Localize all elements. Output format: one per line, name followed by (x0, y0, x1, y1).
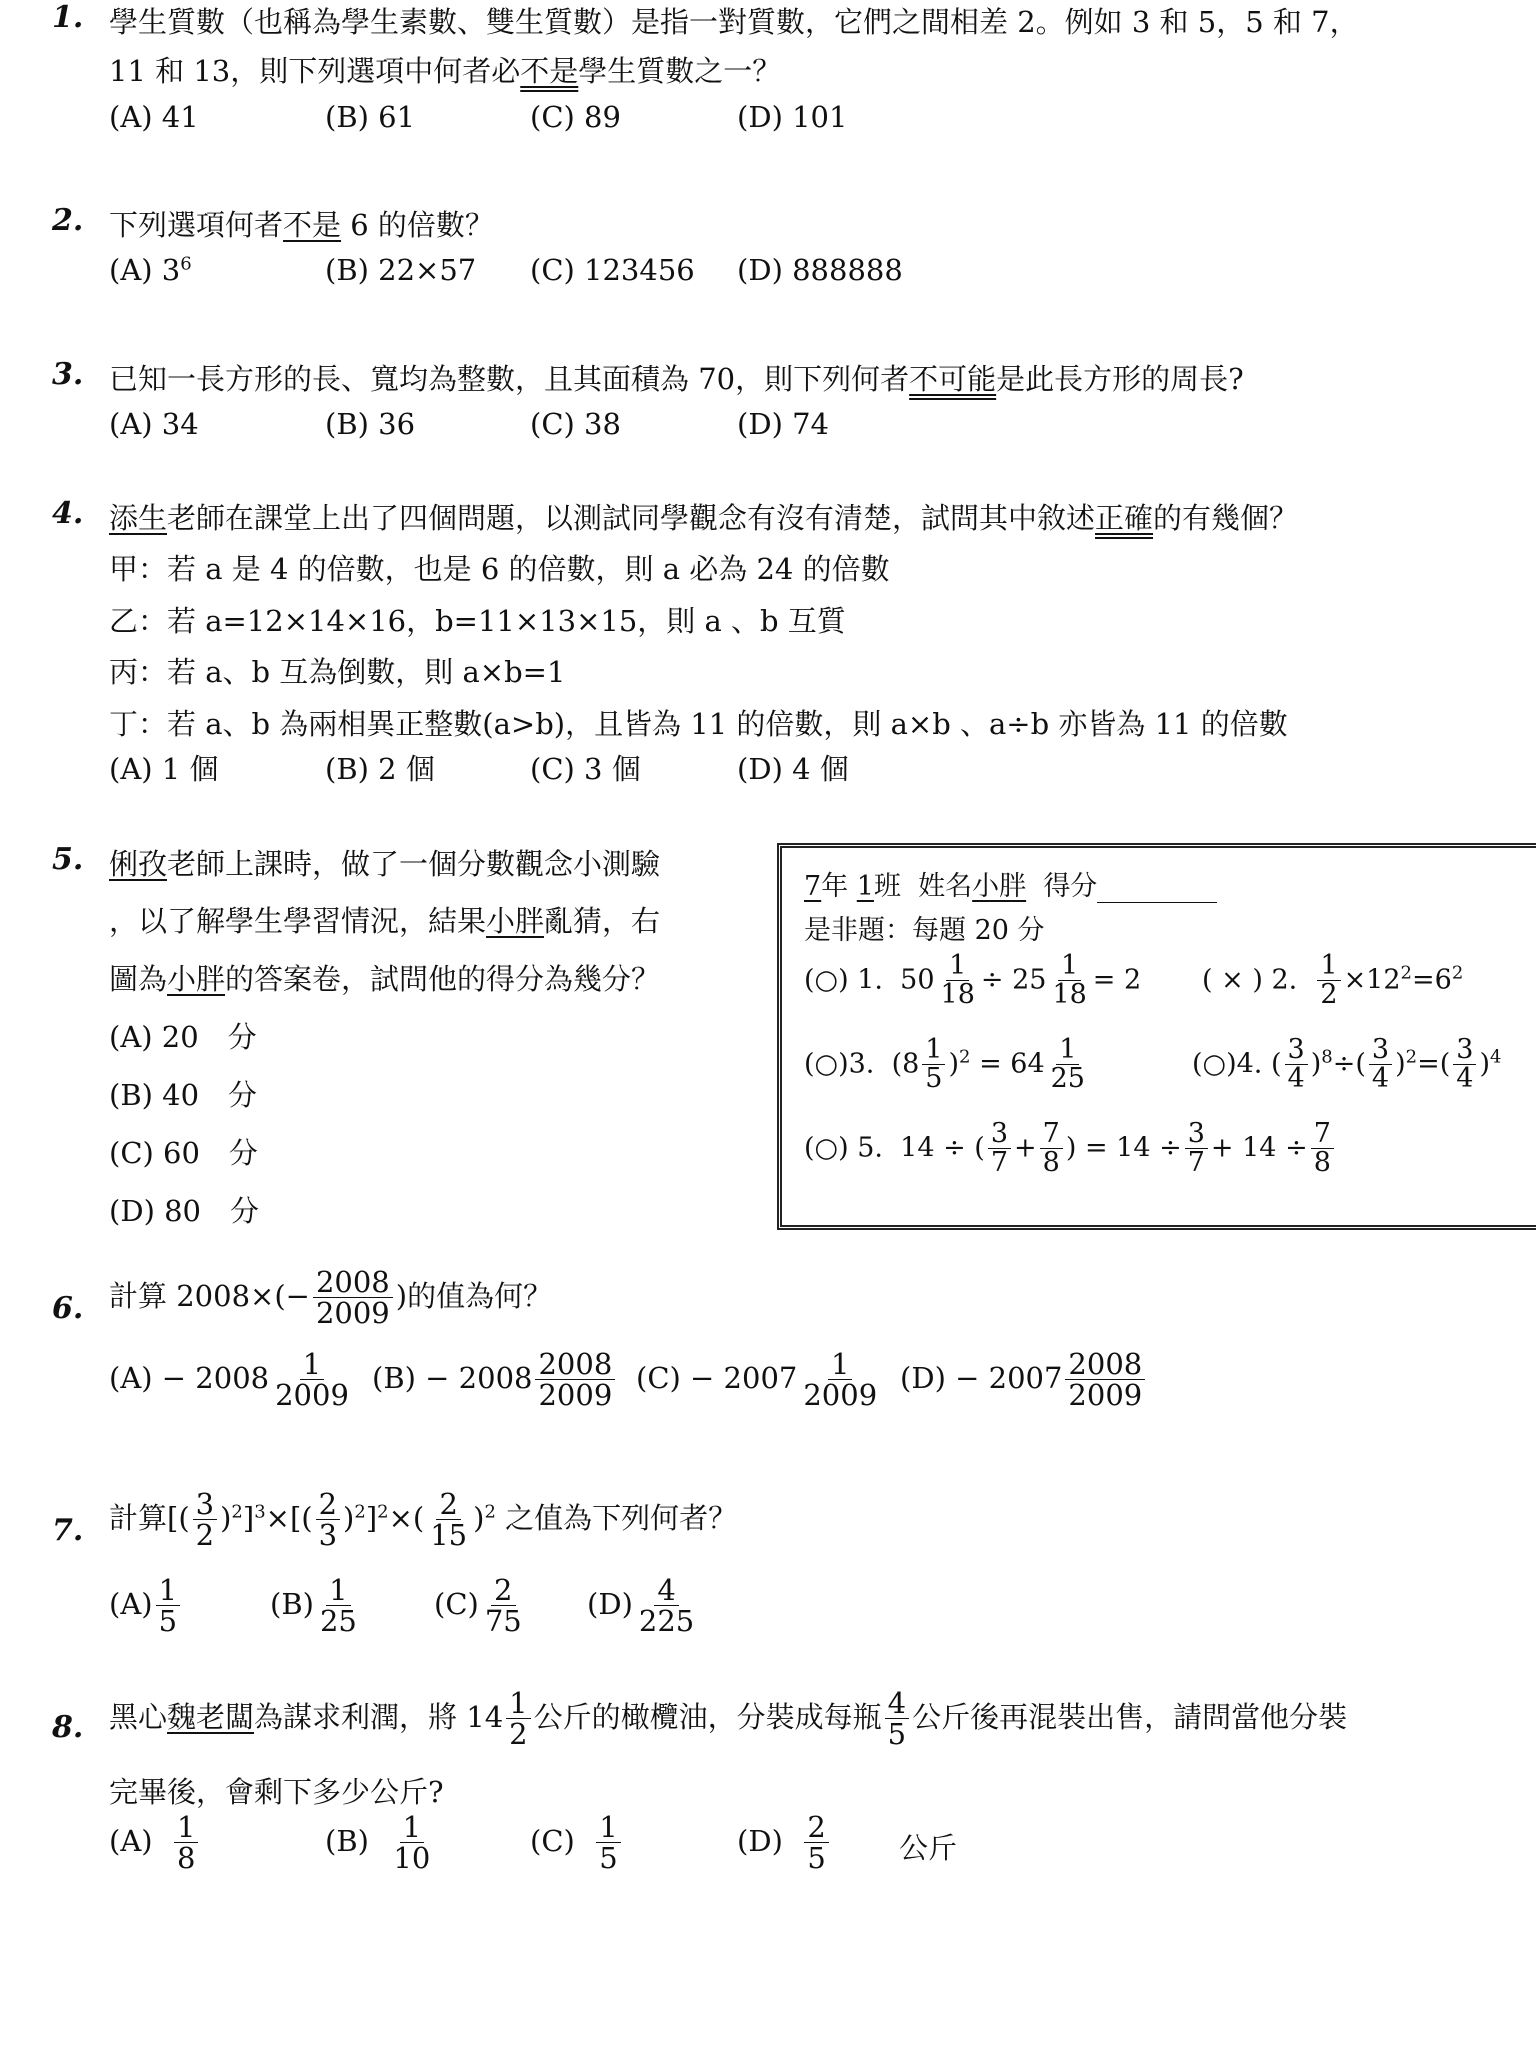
option-b: (B) 61 (325, 100, 416, 134)
option-d: (D) 80 分 (109, 1194, 259, 1228)
option-c: (C) 60 分 (109, 1136, 258, 1170)
option-c: (C) 3 個 (530, 752, 641, 786)
option-d: (D) 101 (737, 100, 848, 134)
option-c: (C) − 2007 $\frac{1}{2009}$ (636, 1347, 878, 1413)
question-number: 2. (52, 203, 84, 238)
question-number: 7. (52, 1513, 84, 1548)
option-b: (B) 2 個 (325, 752, 435, 786)
option-d: (D) 74 (737, 407, 829, 441)
question-text: 添生老師在課堂上出了四個問題，以測試同學觀念有沒有清楚，試問其中敘述正確的有幾個？ (109, 501, 1299, 535)
option-a: (A) 1 個 (109, 752, 219, 786)
question-text: 計算[( $\frac{3}{2}$ )$^2$]$^3$×[( $\frac{2}{3}$ )$^2$]$^2$×( $\frac{2}{15}$ )$^2$ 之值為下列何者？ (109, 1487, 738, 1553)
question-number: 5. (52, 842, 84, 877)
answer-sheet (777, 843, 1536, 1230)
option-b: (B) 36 (325, 407, 416, 441)
option-a: (A) $\frac{1}{5}$ (109, 1575, 183, 1637)
option-b: (B) $\frac{1}{10}$ (325, 1810, 431, 1876)
option-a: (A) 34 (109, 407, 199, 441)
score-blank (1097, 874, 1217, 903)
sheet-item-4: (○)4. ( $\frac{3}{4}$ )$^8$÷( $\frac{3}{4}$ )$^2$=( $\frac{3}{4}$ )$^4$ (1192, 1034, 1502, 1095)
option-a: (A) 41 (109, 100, 199, 134)
question-text: ，以了解學生學習情況，結果小胖亂猜，右 (109, 904, 661, 938)
question-text: 圖為小胖的答案卷，試問他的得分為幾分？ (109, 962, 661, 996)
question-number: 3. (52, 357, 84, 392)
question-number: 4. (52, 496, 84, 531)
option-b: (B) − 2008 $\frac{2008}{2009}$ (372, 1349, 618, 1411)
sheet-header: 7年 1班 姓名小胖 得分 (804, 864, 1217, 903)
question-number: 8. (52, 1710, 84, 1745)
question-text: 已知一長方形的長、寬均為整數，且其面積為 70，則下列何者不可能是此長方形的周長? (109, 362, 1244, 396)
option-c: (C) $\frac{1}{5}$ (530, 1812, 624, 1874)
question-text: 學生質數（也稱為學生素數、雙生質數）是指一對質數，它們之間相差 2。例如 3 和 5，5 和 7， (109, 5, 1359, 39)
question-text: 11 和 13，則下列選項中何者必不是學生質數之一？ (109, 54, 782, 88)
option-c: (C) 38 (530, 407, 621, 441)
question-text: 計算 2008×(− $\frac{2008}{2009}$ )的值為何？ (109, 1265, 553, 1331)
sheet-item-1: (○) 1. 50 $\frac{1}{18}$ ÷ 25 $\frac{1}{18}$ = 2 (804, 950, 1142, 1011)
option-c: (C) $\frac{2}{75}$ (434, 1573, 522, 1639)
question-number: 1. (52, 0, 84, 35)
sheet-subtitle: 是非題：每題 20 分 (804, 915, 1045, 946)
option-a: (A) $\frac{1}{8}$ (109, 1812, 201, 1874)
option-d: (D) − 2007 $\frac{2008}{2009}$ (900, 1349, 1148, 1411)
option-c: (C) 123456 (530, 253, 695, 287)
option-a: (A) $3^6$ (109, 253, 192, 287)
question-number: 6. (52, 1291, 84, 1326)
question-text: 下列選項何者不是 6 的倍數？ (109, 208, 494, 242)
question-text: 黑心魏老闆為謀求利潤，將 14 $\frac{1}{2}$ 公斤的橄欖油，分裝成每瓶 $\frac{4}{5}$ 公斤後再混裝出售，請問當他分裝 (109, 1686, 1348, 1752)
statement-3: 丙：若 a、b 互為倒數，則 a×b=1 (109, 655, 566, 689)
statement-2: 乙：若 a=12×14×16，b=11×13×15，則 a 、b 互質 (109, 604, 846, 638)
option-b: (B) $\frac{1}{25}$ (270, 1573, 357, 1639)
option-b: (B) 22×57 (325, 253, 477, 287)
question-text: 俐孜老師上課時，做了一個分數觀念小測驗 (109, 847, 661, 881)
sheet-item-2: ( × ) 2. $\frac{1}{2}$ $\times 12^2=6^2$ (1202, 950, 1464, 1011)
option-c: (C) 89 (530, 100, 621, 134)
option-d: (D) 4 個 (737, 752, 849, 786)
option-b: (B) 40 分 (109, 1078, 258, 1112)
statement-4: 丁：若 a、b 為兩相異正整數(a>b)，且皆為 11 的倍數，則 a×b 、a÷b 亦皆為 11 的倍數 (109, 707, 1288, 741)
sheet-item-3: (○)3. (8 $\frac{1}{5}$ )$^2$ = 64 $\frac{1}{25}$ (804, 1034, 1085, 1095)
question-text: 完畢後，會剩下多少公斤? (109, 1775, 444, 1809)
option-d: (D) 888888 (737, 253, 903, 287)
unit-label: 公斤 (899, 1831, 958, 1865)
option-d: (D) $\frac{2}{5}$ (737, 1812, 832, 1874)
sheet-item-5: (○) 5. 14 ÷ ( $\frac{3}{7}$ + $\frac{7}{8}$ ) = 14 ÷ $\frac{3}{7}$ + 14 ÷ $\frac{7}{8}$ (804, 1120, 1337, 1178)
option-a: (A) 20 分 (109, 1020, 257, 1054)
option-d: (D) $\frac{4}{225}$ (587, 1573, 695, 1639)
statement-1: 甲：若 a 是 4 的倍數，也是 6 的倍數，則 a 必為 24 的倍數 (109, 552, 890, 586)
option-a: (A) − 2008 $\frac{1}{2009}$ (109, 1347, 349, 1413)
